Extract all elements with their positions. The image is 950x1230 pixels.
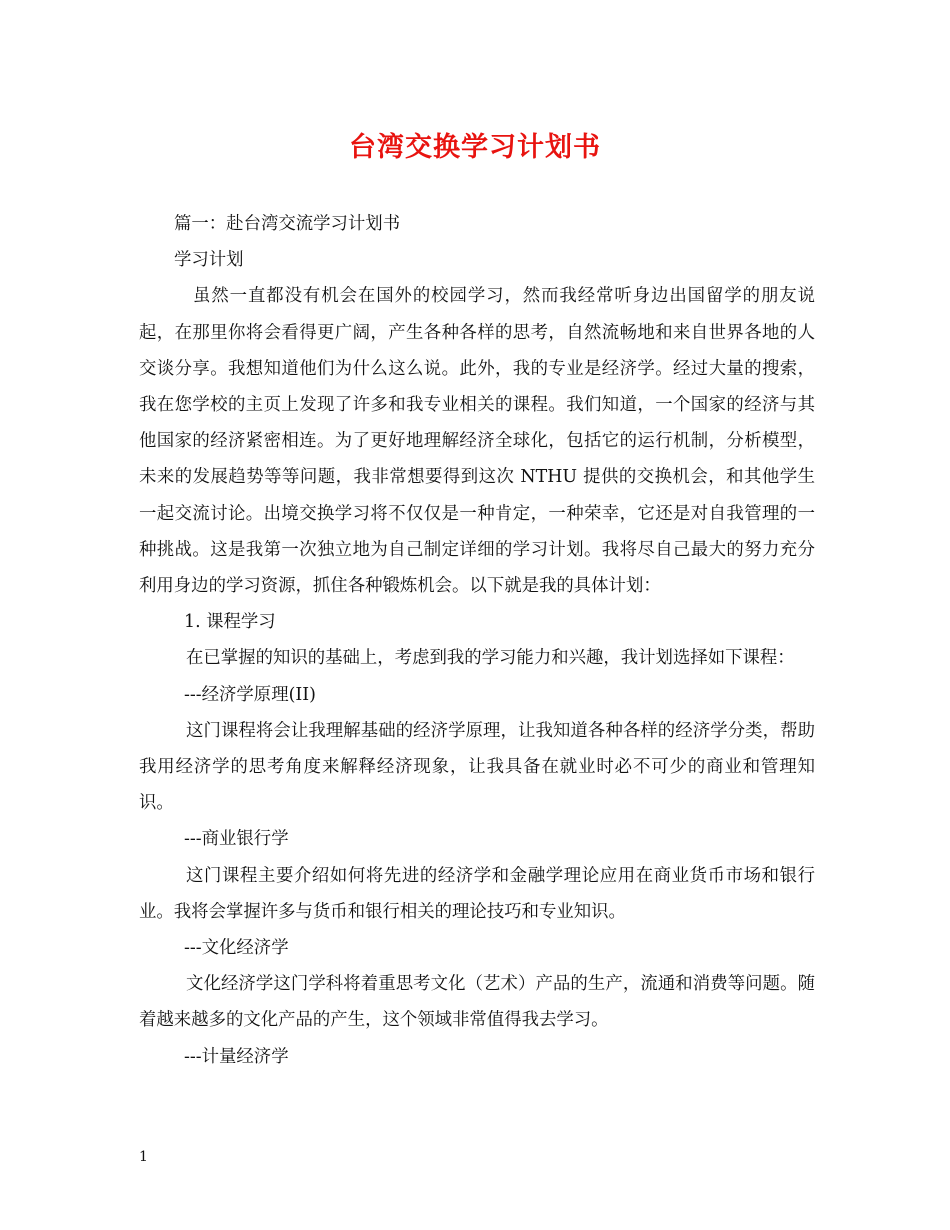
- course-name: ---计量经济学: [184, 1046, 289, 1067]
- course-name: ---文化经济学: [184, 938, 289, 959]
- course-name: ---经济学原理(II): [184, 684, 316, 705]
- course-description: 文化经济学这门学科将着重思考文化（艺术）产品的生产，流通和消费等问题。随着越来越多的文化产品的产生，这个领域非常值得我去学习。: [139, 974, 815, 1031]
- course-name: ---商业银行学: [184, 829, 289, 850]
- sub-heading: 学习计划: [174, 250, 244, 271]
- course-description: 这门课程将会让我理解基础的经济学原理，让我知道各种各样的经济学分类，帮助我用经济学的思考角度来解释经济现象，让我具备在就业时必不可少的商业和管理知识。: [139, 720, 815, 814]
- course-description: 这门课程主要介绍如何将先进的经济学和金融学理论应用在商业货币市场和银行业。我将会掌握许多与货币和银行相关的理论技巧和专业知识。: [139, 865, 815, 922]
- intro-paragraph: 虽然一直都没有机会在国外的校园学习，然而我经常听身边出国留学的朋友说起，在那里你将会看得更广阔，产生各种各样的思考，自然流畅地和来自世界各地的人交谈分享。我想知道他们为什么这么说。此外，我的专业是经济学。经过大量的搜索，我在您学校的主页上发现了许多和我专业相关的课程。我们知道，一个国家的经济与其他国家的经济紧密相连。为了更好地理解经济全球化，包括它的运行机制，分析模型，未来的发展趋势等等问题，我非常想要得到这次 NTHU 提供的交换机会，和其他学生一起交流讨论。出境交换学习将不仅仅是一种肯定，一种荣幸，它还是对自我管理的一种挑战。这是我第一次独立地为自己制定详细的学习计划。我将尽自己最大的努力充分利用身边的学习资源，抓住各种锻炼机会。以下就是我的具体计划：: [139, 286, 815, 597]
- list-item-course-study: 1. 课程学习: [184, 612, 276, 633]
- course-intro-paragraph: 在已掌握的知识的基础上，考虑到我的学习能力和兴趣，我计划选择如下课程：: [186, 648, 795, 669]
- document-title: 台湾交换学习计划书: [349, 132, 601, 163]
- page-number: 1: [139, 1149, 148, 1165]
- document-body: [139, 206, 815, 1075]
- section-heading: 篇一：赴台湾交流学习计划书: [174, 214, 401, 234]
